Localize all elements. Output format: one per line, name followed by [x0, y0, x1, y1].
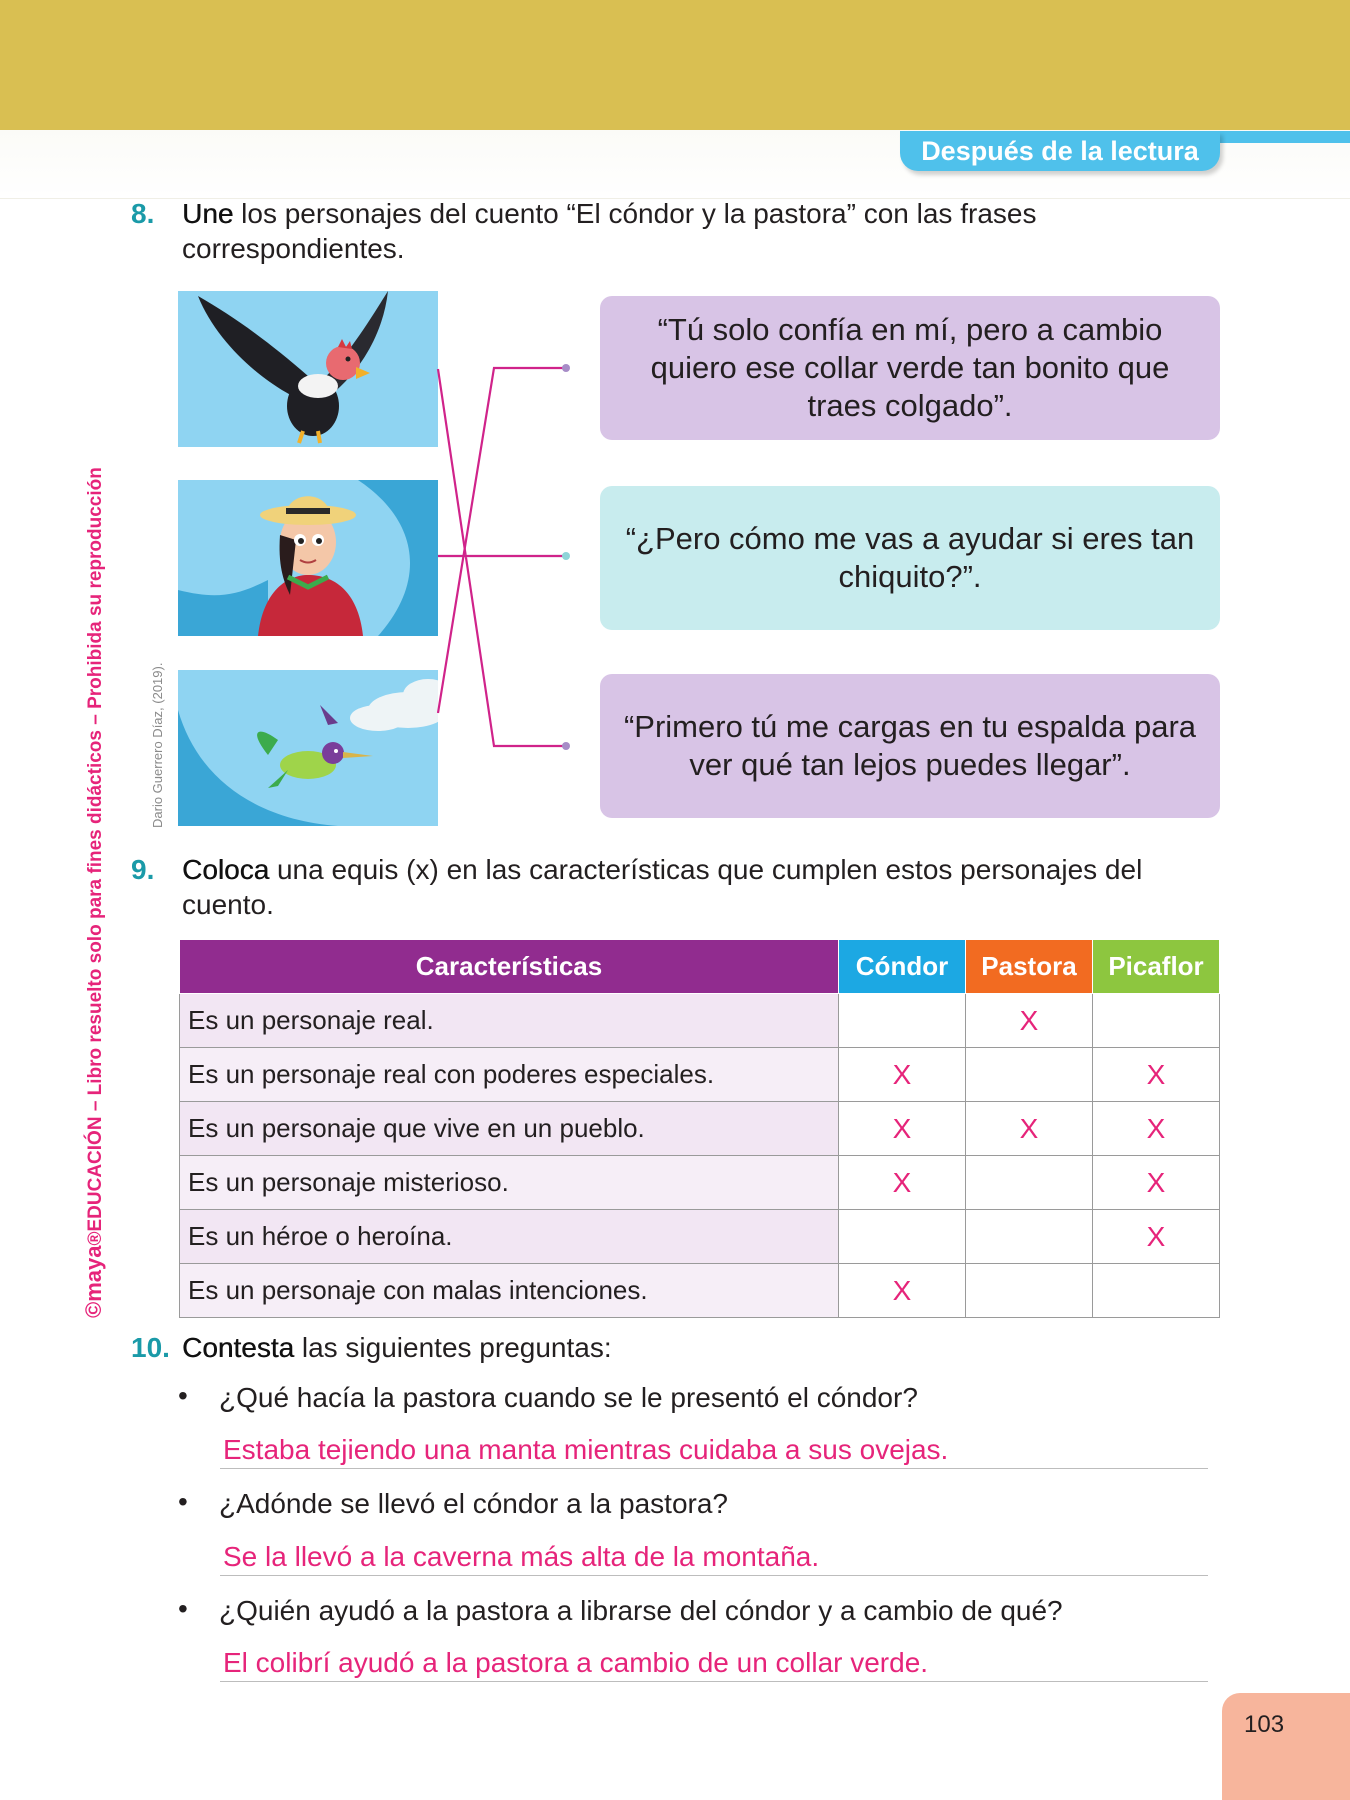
bullet-2: • [178, 1486, 188, 1517]
table-header-row [180, 940, 1220, 994]
row-description: Es un personaje con malas intenciones. [180, 1264, 839, 1318]
mark-condor: X [839, 1264, 966, 1318]
mark-condor: X [839, 1102, 966, 1156]
mark-condor: X [839, 1156, 966, 1210]
q10-instruction [182, 1330, 1222, 1365]
mark-picaflor: X [1093, 1156, 1220, 1210]
connector-dot-2 [562, 552, 570, 560]
question-1: ¿Qué hacía la pastora cuando se le presentó el cóndor? [219, 1382, 918, 1413]
answer-line-2[interactable]: Se la llevó a la caverna más alta de la montaña. [220, 1539, 1208, 1576]
mark-pastora [966, 1210, 1093, 1264]
table-row [180, 994, 1220, 1048]
brand-logo-text: ©maya [81, 1245, 106, 1318]
copyright-text: ®EDUCACIÓN – Libro resuelto solo para fines didácticos – Prohibida su reproducción [85, 467, 106, 1246]
row-description: Es un personaje real. [180, 994, 839, 1048]
table-row [180, 1048, 1220, 1102]
photo-credit: Dario Guerrero Díaz, (2019). [150, 662, 165, 828]
table-row [180, 1210, 1220, 1264]
row-description: Es un héroe o heroína. [180, 1210, 839, 1264]
question-3: ¿Quién ayudó a la pastora a librarse del cóndor y a cambio de qué? [219, 1595, 1063, 1626]
q10-verb: Contesta [182, 1332, 295, 1363]
phrase-bubble-3: “Primero tú me cargas en tu espalda para ver qué tan lejos puedes llegar”. [600, 674, 1220, 818]
header-caracteristicas: Características [180, 940, 839, 994]
connector-dot-3 [562, 742, 570, 750]
mark-pastora [966, 1048, 1093, 1102]
phrase-bubble-1: “Tú solo confía en mí, pero a cambio quiero ese collar verde tan bonito que traes colgado”. [600, 296, 1220, 440]
mark-condor: X [839, 1048, 966, 1102]
phrase-bubble-2: “¿Pero cómo me vas a ayudar si eres tan chiquito?”. [600, 486, 1220, 630]
mark-picaflor: X [1093, 1102, 1220, 1156]
mark-pastora [966, 1264, 1093, 1318]
mark-condor [839, 1210, 966, 1264]
page-number: 103 [1244, 1711, 1285, 1738]
bullet-1: • [178, 1380, 188, 1411]
q9-instruction [182, 852, 1227, 922]
mark-picaflor: X [1093, 1048, 1220, 1102]
row-description: Es un personaje que vive en un pueblo. [180, 1102, 839, 1156]
header-picaflor: Picaflor [1093, 940, 1220, 994]
q9-number: 9. [131, 854, 155, 885]
line-condor-to-phrase3 [438, 369, 566, 746]
q10-text: las siguientes preguntas: [294, 1332, 612, 1363]
q9-text: una equis (x) en las características que cumplen estos personajes del cuento. [182, 854, 1143, 920]
answer-line-3[interactable]: El colibrí ayudó a la pastora a cambio de un collar verde. [220, 1645, 1208, 1682]
mark-picaflor [1093, 994, 1220, 1048]
header-condor: Cóndor [839, 940, 966, 994]
mark-pastora [966, 1156, 1093, 1210]
connector-dot-1 [562, 364, 570, 372]
page-number-tab [1222, 1693, 1350, 1800]
table-row [180, 1264, 1220, 1318]
q8-number: 8. [131, 198, 155, 229]
bullet-3: • [178, 1593, 188, 1624]
row-description: Es un personaje real con poderes especiales. [180, 1048, 839, 1102]
mark-pastora: X [966, 994, 1093, 1048]
header-pastora: Pastora [966, 940, 1093, 994]
row-description: Es un personaje misterioso. [180, 1156, 839, 1210]
section-tab: Después de la lectura [900, 131, 1220, 171]
q10-number: 10. [131, 1332, 170, 1363]
table-row [180, 1156, 1220, 1210]
mark-picaflor: X [1093, 1210, 1220, 1264]
mark-condor [839, 994, 966, 1048]
question-2: ¿Adónde se llevó el cóndor a la pastora? [219, 1488, 728, 1519]
q8-text: los personajes del cuento “El cóndor y la pastora” con las frases correspondientes. [182, 198, 1037, 264]
table-row [180, 1102, 1220, 1156]
characteristics-table [179, 939, 1220, 1318]
q9-verb: Coloca [182, 854, 270, 885]
q8-verb: Une [182, 198, 234, 229]
answer-line-1[interactable]: Estaba tejiendo una manta mientras cuidaba a sus ovejas. [220, 1432, 1208, 1469]
mark-picaflor [1093, 1264, 1220, 1318]
mark-pastora: X [966, 1102, 1093, 1156]
line-hummingbird-to-phrase1 [438, 368, 566, 713]
